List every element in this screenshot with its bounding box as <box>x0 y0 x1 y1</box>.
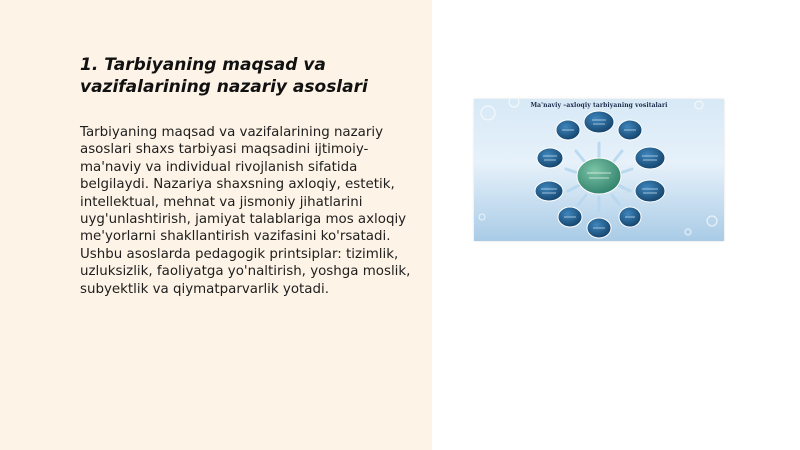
droplet <box>479 214 485 220</box>
slide-title: 1. Tarbiyaning maqsad va vazifalarining nazariy asoslari <box>80 55 368 97</box>
diagram-node <box>635 147 665 169</box>
diagram-center-node <box>577 158 621 194</box>
diagram-title: Ma'naviy –axloqiy tarbiyaning vositalari <box>530 102 668 109</box>
diagram-node <box>535 181 563 201</box>
slide-body-text: Tarbiyaning maqsad va vazifalarining nazariy asoslari shaxs tarbiyasi maqsadini ijtimoiy-ma'naviy va individual rivojlanish sifatida belgilaydi. Nazariya shaxsning axloqiy, estetik, intellektual, mehnat va jismoniy jihatlarini uyg'unlashtirish, jamiyat talablariga mos axloqiy me'yorlarni shakllantirish vazifasini ko'rsatadi. Ushbu asoslarda pedagogik printsiplar: tizimlik, uzluksizlik, faoliyatga yo'naltirish, yoshga moslik, subyektlik va qiymatparvarlik yotadi. <box>80 125 411 297</box>
droplet <box>707 216 717 226</box>
droplet <box>685 229 691 235</box>
diagram-image <box>474 99 724 241</box>
diagram-node <box>635 180 665 202</box>
diagram-node <box>584 111 614 133</box>
diagram-graphic <box>474 99 724 241</box>
diagram-node <box>537 148 563 168</box>
